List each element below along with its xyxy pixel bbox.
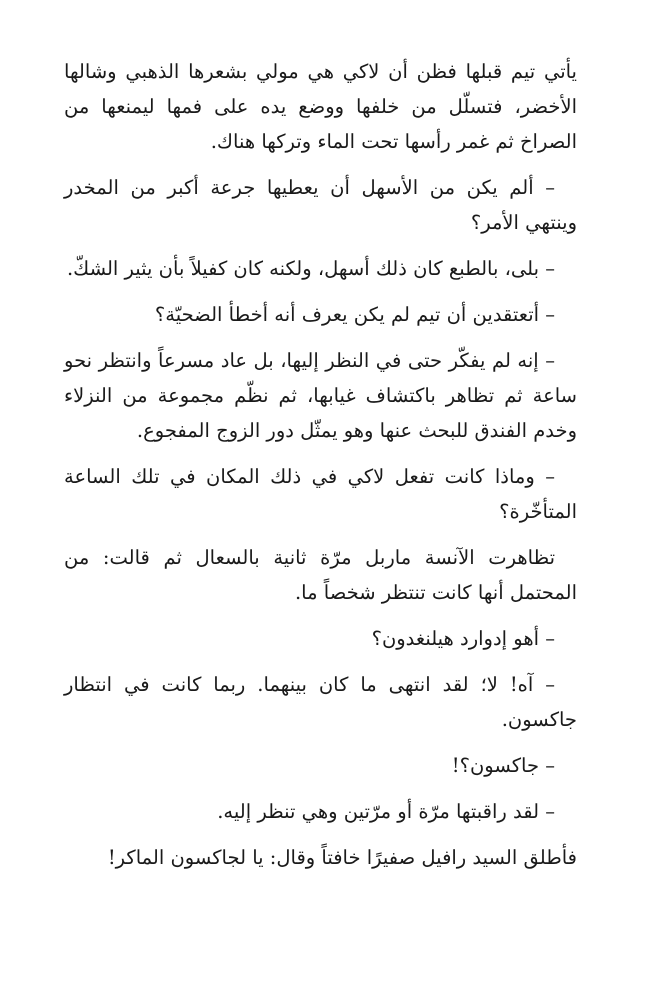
- paragraph-7: تظاهرت الآنسة ماربل مرّة ثانية بالسعال ثم قالت: من المحتمل أنها كانت تنتظر شخصاً ما.: [64, 546, 577, 604]
- book-page: [64, 54, 577, 886]
- paragraph-10: – جاكسون؟!: [451, 754, 555, 777]
- paragraph-11: – لقد راقبتها مرّة أو مرّتين وهي تنظر إليه.: [217, 800, 555, 823]
- paragraph-12: فأطلق السيد رافيل صفيرًا خافتاً وقال: يا لجاكسون الماكر!: [107, 846, 577, 869]
- paragraph-8: – أهو إدوارد هيلنغدون؟: [371, 627, 555, 650]
- paragraph-4: – أتعتقدين أن تيم لم يكن يعرف أنه أخطأ الضحيّة؟: [154, 303, 555, 326]
- paragraph-2: – ألم يكن من الأسهل أن يعطيها جرعة أكبر من المخدر وينتهي الأمر؟: [64, 176, 577, 234]
- paragraph-9: – آه! لا؛ لقد انتهى ما كان بينهما. ربما كانت في انتظار جاكسون.: [64, 673, 577, 731]
- paragraph-1: يأتي تيم قبلها فظن أن لاكي هي مولي بشعرها الذهبي وشالها الأخضر، فتسلّل من خلفها ووضع يده على فمها ليمنعها من الصراخ ثم غمر رأسها تحت الماء وتركها هناك.: [64, 60, 577, 153]
- paragraph-3: – بلى، بالطبع كان ذلك أسهل، ولكنه كان كفيلاً بأن يثير الشكّ.: [66, 257, 555, 280]
- paragraph-6: – وماذا كانت تفعل لاكي في ذلك المكان في تلك الساعة المتأخّرة؟: [64, 465, 577, 523]
- paragraph-5: – إنه لم يفكّر حتى في النظر إليها، بل عاد مسرعاً وانتظر نحو ساعة ثم تظاهر باكتشاف غيابها، ثم نظّم مجموعة من النزلاء وخدم الفندق للبحث عنها وهو يمثّل دور الزوج المفجوع.: [64, 349, 577, 442]
